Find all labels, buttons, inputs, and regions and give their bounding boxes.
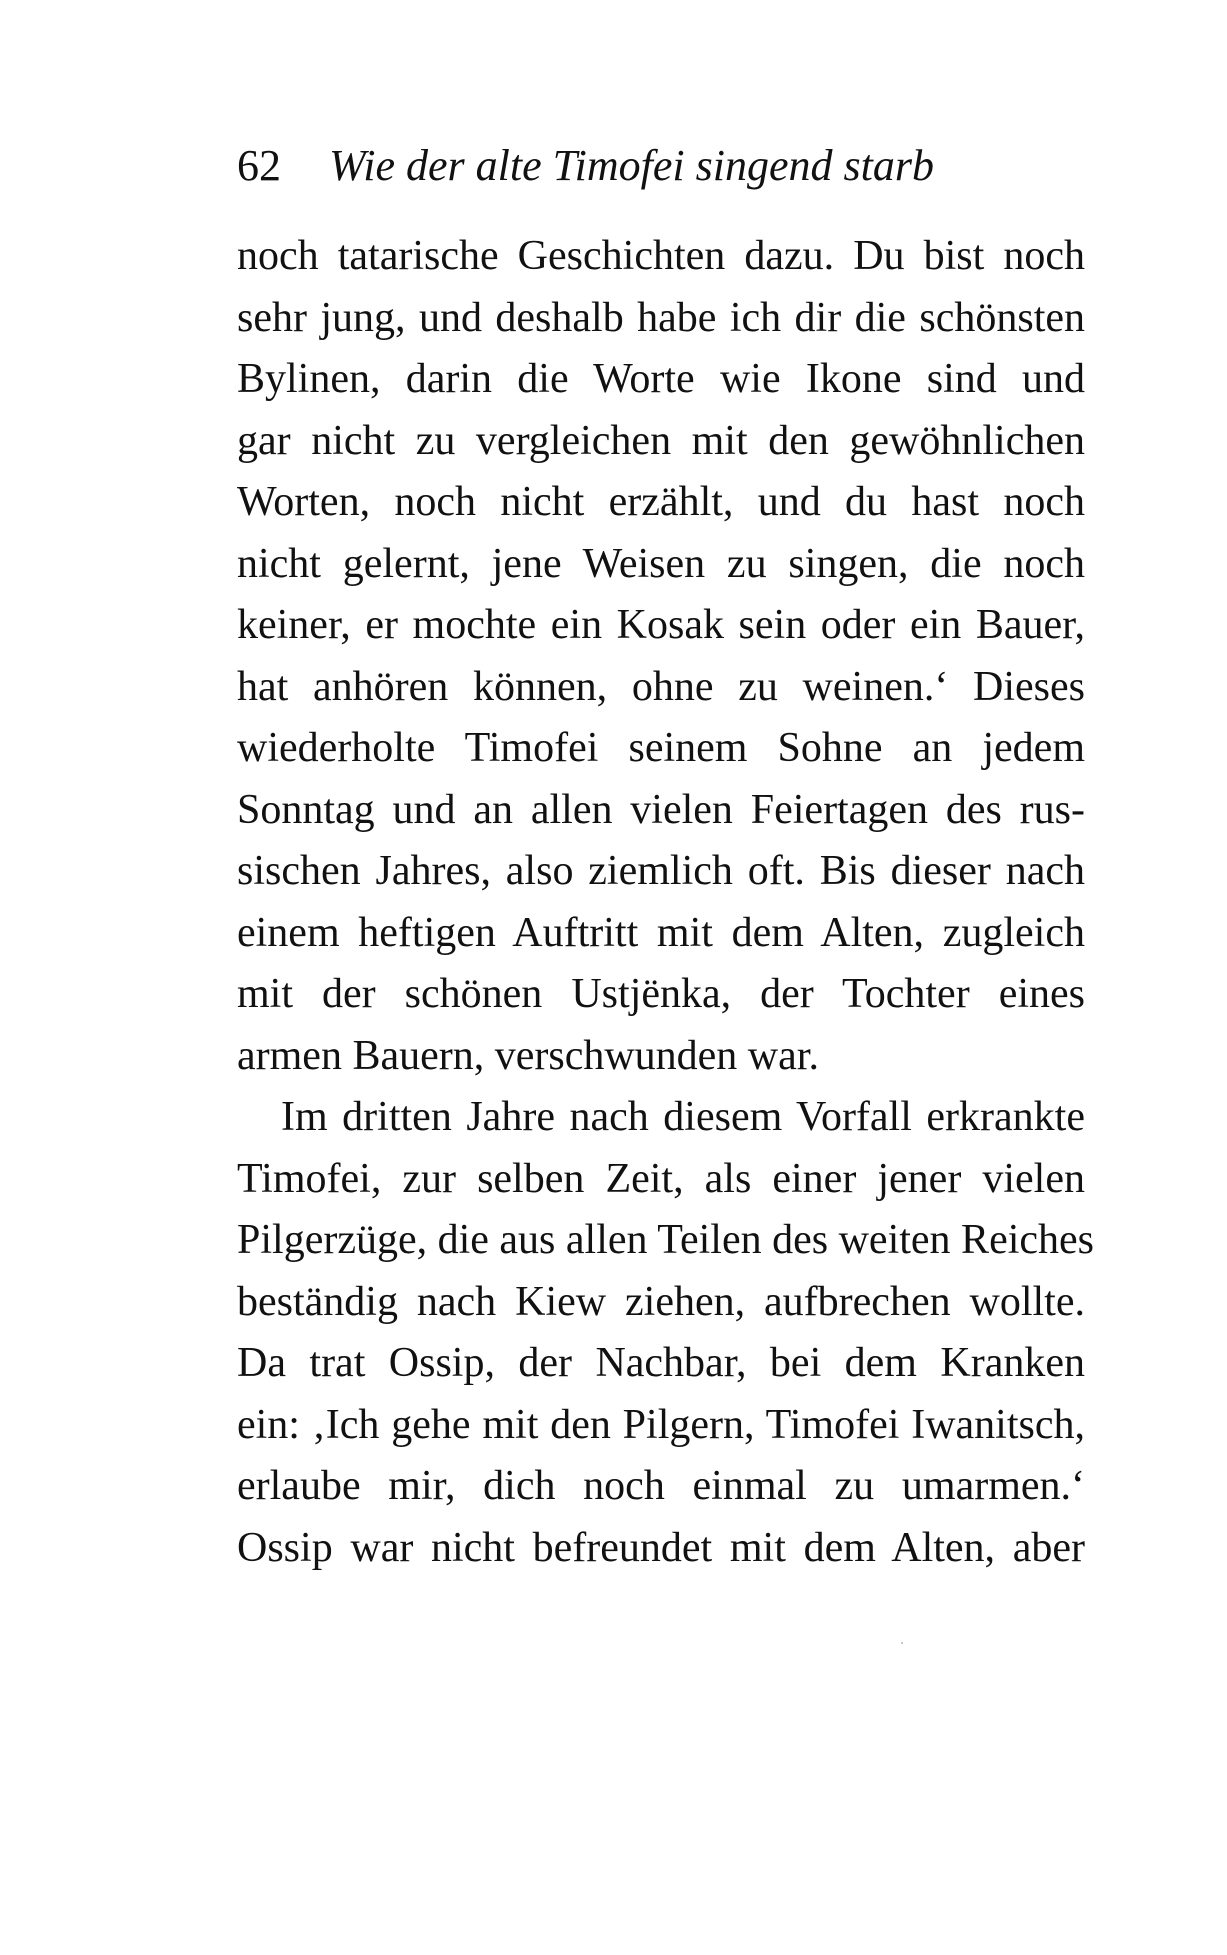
paragraph: [237, 1087, 1095, 1579]
text-line: mit der schönen Ustjënka, der Tochter eines: [237, 971, 1085, 1017]
page-number: 62: [237, 141, 281, 190]
print-speck: [901, 1642, 903, 1644]
text-line: sischen Jahres, also ziemlich oft. Bis dieser nach: [237, 848, 1085, 894]
text-line: Im dritten Jahre nach diesem Vorfall erkrankte: [281, 1094, 1085, 1140]
text-line: erlaube mir, dich noch einmal zu umarmen.‘: [237, 1463, 1085, 1509]
text-line: ein: ‚Ich gehe mit den Pilgern, Timofei Iwanitsch,: [237, 1401, 1085, 1448]
text-line: noch tatarische Geschichten dazu. Du bist noch: [237, 233, 1085, 279]
text-line: beständig nach Kiew ziehen, aufbrechen wollte.: [237, 1278, 1085, 1325]
text-line: Da trat Ossip, der Nachbar, bei dem Kranken: [237, 1340, 1085, 1386]
text-line: hat anhören können, ohne zu weinen.‘ Dieses: [237, 663, 1085, 710]
text-line: Sonntag und an allen vielen Feiertagen des rus-: [237, 786, 1085, 833]
text-line: sehr jung, und deshalb habe ich dir die schönsten: [237, 294, 1085, 341]
paragraph: [237, 226, 1085, 1087]
text-line: Pilgerzüge, die aus allen Teilen des weiten Reiches: [237, 1217, 1095, 1263]
text-line: Worten, noch nicht erzählt, und du hast noch: [237, 479, 1085, 525]
running-title: Wie der alte Timofei singend starb: [329, 141, 934, 190]
text-line: nicht gelernt, jene Weisen zu singen, die noch: [237, 540, 1085, 587]
text-line: einem heftigen Auftritt mit dem Alten, zugleich: [237, 909, 1085, 956]
text-line: armen Bauern, verschwunden war.: [237, 1032, 819, 1079]
running-head: [237, 138, 1087, 194]
text-line: Timofei, zur selben Zeit, als einer jener vielen: [237, 1155, 1085, 1202]
text-line: Ossip war nicht befreundet mit dem Alten, aber: [237, 1524, 1085, 1571]
text-line: gar nicht zu vergleichen mit den gewöhnlichen: [237, 417, 1085, 464]
body-text: [237, 226, 1095, 1579]
text-line: keiner, er mochte ein Kosak sein oder ein Bauer,: [237, 602, 1085, 648]
text-line: Bylinen, darin die Worte wie Ikone sind und: [237, 356, 1085, 402]
text-line: wiederholte Timofei seinem Sohne an jedem: [237, 725, 1085, 771]
